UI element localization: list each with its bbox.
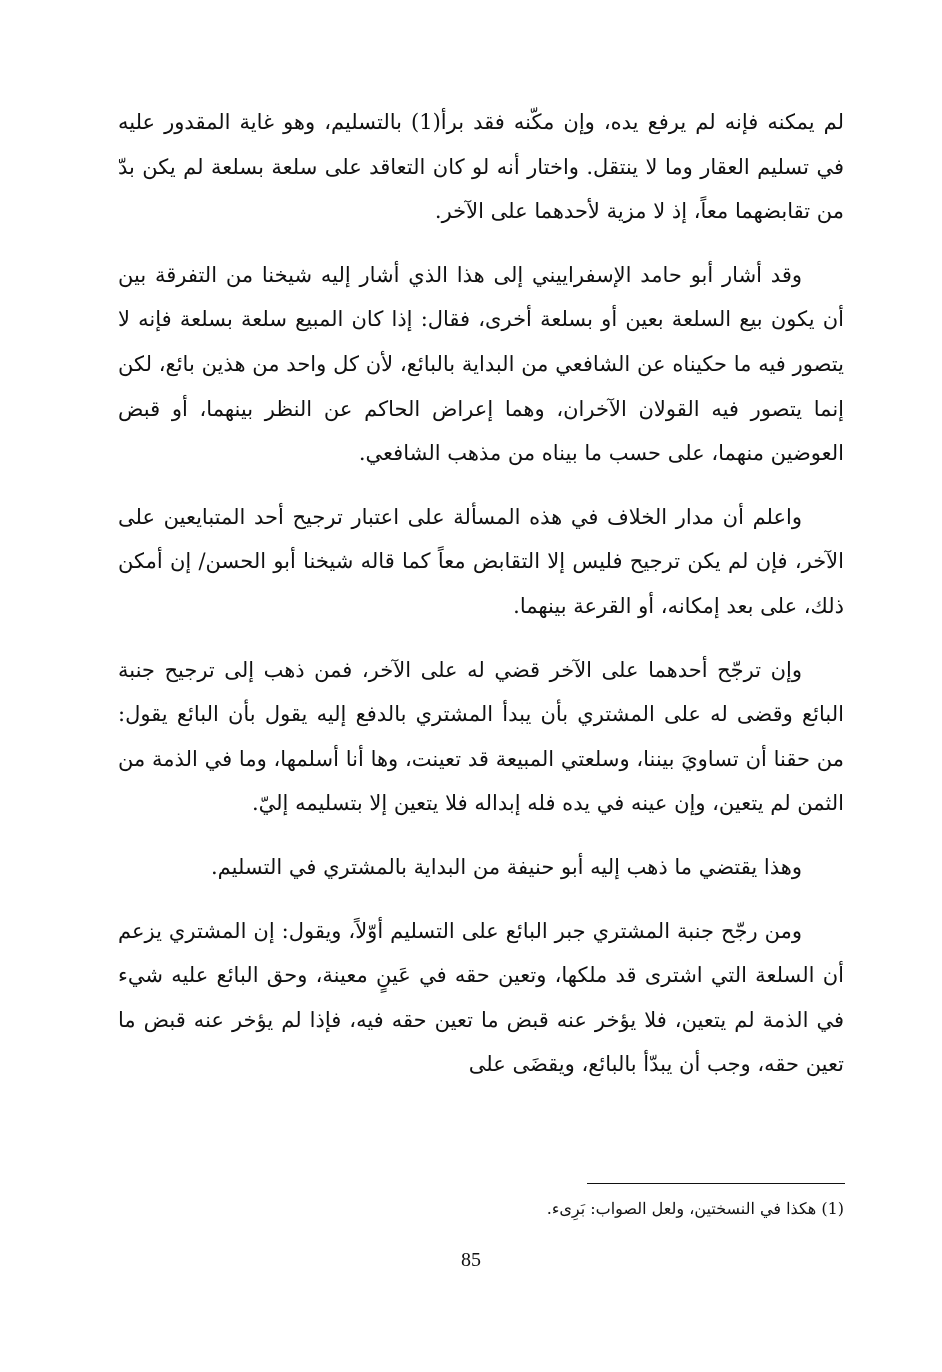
paragraph: وهذا يقتضي ما ذهب إليه أبو حنيفة من البداية بالمشتري في التسليم. <box>210 854 802 879</box>
footnote: (1) هكذا في النسختين، ولعل الصواب: بَرِىء. <box>546 1199 844 1218</box>
paragraph: لم يمكنه فإنه لم يرفع يده، وإن مكّنه فقد برأ(1) بالتسليم، وهو غاية المقدور عليه في تسليم العقار وما لا ينتقل. واختار أنه لو كان التعاقد على سلعة بسلعة لم يكن بدّ من تقابضهما معاً، إذ لا مزية لأحدهما على الآخر. <box>118 110 844 224</box>
paragraph: واعلم أن مدار الخلاف في هذه المسألة على اعتبار ترجيح أحد المتبايعين على الآخر، فإن لم يكن ترجيح فليس إلا التقابض معاً كما قاله شيخنا أبو الحسن/ إن أمكن ذلك، على بعد إمكانه، أو القرعة بينهما. <box>118 504 844 618</box>
main-text <box>118 100 844 1106</box>
footnote-divider <box>587 1183 845 1184</box>
paragraph: وقد أشار أبو حامد الإسفراييني إلى هذا الذي أشار إليه شيخنا من التفرقة بين أن يكون بيع السلعة بعين أو بسلعة أخرى، فقال: إذا كان المبيع سلعة بسلعة فإنه لا يتصور فيه ما حكيناه عن الشافعي من البداية بالبائع، لأن كل واحد من هذين بائع، لكن إنما يتصور فيه القولان الآخران، وهما إعراض الحاكم عن النظر بينهما، أو قبض العوضين منهما، على حسب ما بيناه من مذهب الشافعي. <box>118 262 844 466</box>
paragraph: ومن رجّح جنبة المشتري جبر البائع على التسليم أوّلاً، ويقول: إن المشتري يزعم أن السلعة التي اشترى قد ملكها، وتعين حقه في عَينٍ معينة، وحق البائع عليه شيء في الذمة لم يتعين، فلا يؤخر عنه قبض ما تعين حقه فيه، فإذا لم يؤخر عنه قبض ما تعين حقه، وجب أن يبدّأ بالبائع، ويقضَى على <box>118 918 844 1077</box>
page-number: 85 <box>461 1249 481 1271</box>
paragraph: وإن ترجّح أحدهما على الآخر قضي له على الآخر، فمن ذهب إلى ترجيح جنبة البائع وقضى له على المشتري بأن يبدأ المشتري بالدفع إليه يقول بأن البائع يقول: من حقنا أن تساويَ بيننا، وسلعتي المبيعة قد تعينت، وها أنا أسلمها، وما في الذمة من الثمن لم يتعين، وإن عينه في يده فله إبداله فلا يتعين إلا بتسليمه إليّ. <box>118 657 844 816</box>
